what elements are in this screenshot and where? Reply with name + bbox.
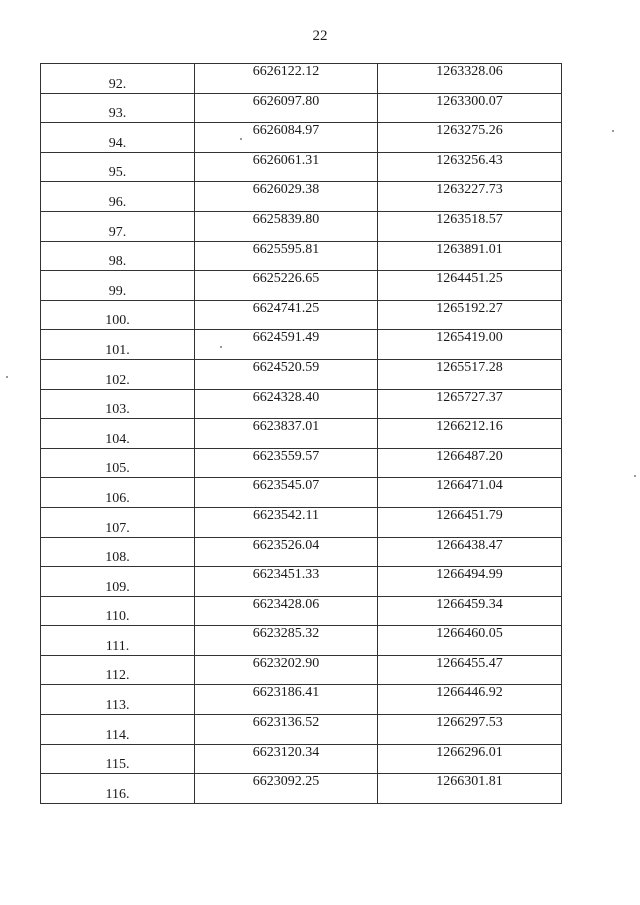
x-coordinate-cell: 6624328.40 (195, 389, 378, 419)
table-row (41, 715, 562, 745)
y-coordinate-cell: 1266460.05 (378, 626, 562, 656)
y-coordinate-cell: 1266451.79 (378, 507, 562, 537)
table-row (41, 152, 562, 182)
point-number-cell: 108. (41, 537, 195, 567)
y-coordinate-cell: 1263891.01 (378, 241, 562, 271)
y-coordinate-cell: 1263300.07 (378, 93, 562, 123)
point-number-cell: 115. (41, 744, 195, 774)
table-row (41, 655, 562, 685)
x-coordinate-cell: 6625226.65 (195, 271, 378, 301)
x-coordinate-cell: 6626097.80 (195, 93, 378, 123)
point-number-cell: 105. (41, 448, 195, 478)
x-coordinate-cell: 6623428.06 (195, 596, 378, 626)
x-coordinate-cell: 6623092.25 (195, 774, 378, 804)
point-number-cell: 97. (41, 211, 195, 241)
table-row (41, 123, 562, 153)
x-coordinate-cell: 6623120.34 (195, 744, 378, 774)
y-coordinate-cell: 1263518.57 (378, 211, 562, 241)
scan-speck (6, 376, 8, 378)
y-coordinate-cell: 1266297.53 (378, 715, 562, 745)
point-number-cell: 93. (41, 93, 195, 123)
table-row (41, 211, 562, 241)
table-row (41, 507, 562, 537)
x-coordinate-cell: 6624520.59 (195, 359, 378, 389)
point-number-cell: 96. (41, 182, 195, 212)
table-row (41, 182, 562, 212)
x-coordinate-cell: 6624591.49 (195, 330, 378, 360)
table-row (41, 271, 562, 301)
scan-speck (220, 346, 222, 348)
point-number-cell: 107. (41, 507, 195, 537)
coordinates-table (40, 63, 562, 804)
point-number-cell: 114. (41, 715, 195, 745)
table-row (41, 300, 562, 330)
y-coordinate-cell: 1266487.20 (378, 448, 562, 478)
x-coordinate-cell: 6625839.80 (195, 211, 378, 241)
point-number-cell: 112. (41, 655, 195, 685)
point-number-cell: 116. (41, 774, 195, 804)
table-row (41, 478, 562, 508)
point-number-cell: 95. (41, 152, 195, 182)
point-number-cell: 111. (41, 626, 195, 656)
table-row (41, 359, 562, 389)
x-coordinate-cell: 6626029.38 (195, 182, 378, 212)
y-coordinate-cell: 1266471.04 (378, 478, 562, 508)
x-coordinate-cell: 6625595.81 (195, 241, 378, 271)
table-row (41, 419, 562, 449)
y-coordinate-cell: 1263328.06 (378, 64, 562, 94)
x-coordinate-cell: 6623285.32 (195, 626, 378, 656)
scan-speck (634, 475, 636, 477)
x-coordinate-cell: 6626084.97 (195, 123, 378, 153)
y-coordinate-cell: 1266296.01 (378, 744, 562, 774)
y-coordinate-cell: 1265419.00 (378, 330, 562, 360)
x-coordinate-cell: 6623837.01 (195, 419, 378, 449)
point-number-cell: 113. (41, 685, 195, 715)
page-number: 22 (312, 28, 328, 44)
table-row (41, 93, 562, 123)
scan-speck (240, 138, 242, 140)
x-coordinate-cell: 6623526.04 (195, 537, 378, 567)
coordinates-table-body (41, 64, 562, 804)
y-coordinate-cell: 1266455.47 (378, 655, 562, 685)
point-number-cell: 106. (41, 478, 195, 508)
x-coordinate-cell: 6623186.41 (195, 685, 378, 715)
table-row (41, 330, 562, 360)
x-coordinate-cell: 6623542.11 (195, 507, 378, 537)
y-coordinate-cell: 1266459.34 (378, 596, 562, 626)
y-coordinate-cell: 1265727.37 (378, 389, 562, 419)
y-coordinate-cell: 1266446.92 (378, 685, 562, 715)
scan-speck (612, 130, 614, 132)
y-coordinate-cell: 1265192.27 (378, 300, 562, 330)
y-coordinate-cell: 1263256.43 (378, 152, 562, 182)
point-number-cell: 92. (41, 64, 195, 94)
point-number-cell: 102. (41, 359, 195, 389)
point-number-cell: 98. (41, 241, 195, 271)
y-coordinate-cell: 1266301.81 (378, 774, 562, 804)
table-row (41, 448, 562, 478)
table-row (41, 774, 562, 804)
y-coordinate-cell: 1263275.26 (378, 123, 562, 153)
y-coordinate-cell: 1266494.99 (378, 567, 562, 597)
point-number-cell: 103. (41, 389, 195, 419)
point-number-cell: 104. (41, 419, 195, 449)
x-coordinate-cell: 6623559.57 (195, 448, 378, 478)
point-number-cell: 94. (41, 123, 195, 153)
table-row (41, 389, 562, 419)
y-coordinate-cell: 1264451.25 (378, 271, 562, 301)
y-coordinate-cell: 1266438.47 (378, 537, 562, 567)
table-row (41, 64, 562, 94)
x-coordinate-cell: 6623202.90 (195, 655, 378, 685)
table-row (41, 626, 562, 656)
table-row (41, 596, 562, 626)
x-coordinate-cell: 6626061.31 (195, 152, 378, 182)
table-row (41, 567, 562, 597)
x-coordinate-cell: 6626122.12 (195, 64, 378, 94)
x-coordinate-cell: 6623451.33 (195, 567, 378, 597)
table-row (41, 241, 562, 271)
table-row (41, 537, 562, 567)
x-coordinate-cell: 6624741.25 (195, 300, 378, 330)
table-row (41, 685, 562, 715)
point-number-cell: 109. (41, 567, 195, 597)
y-coordinate-cell: 1263227.73 (378, 182, 562, 212)
y-coordinate-cell: 1266212.16 (378, 419, 562, 449)
point-number-cell: 101. (41, 330, 195, 360)
x-coordinate-cell: 6623136.52 (195, 715, 378, 745)
point-number-cell: 110. (41, 596, 195, 626)
point-number-cell: 100. (41, 300, 195, 330)
point-number-cell: 99. (41, 271, 195, 301)
table-row (41, 744, 562, 774)
y-coordinate-cell: 1265517.28 (378, 359, 562, 389)
x-coordinate-cell: 6623545.07 (195, 478, 378, 508)
